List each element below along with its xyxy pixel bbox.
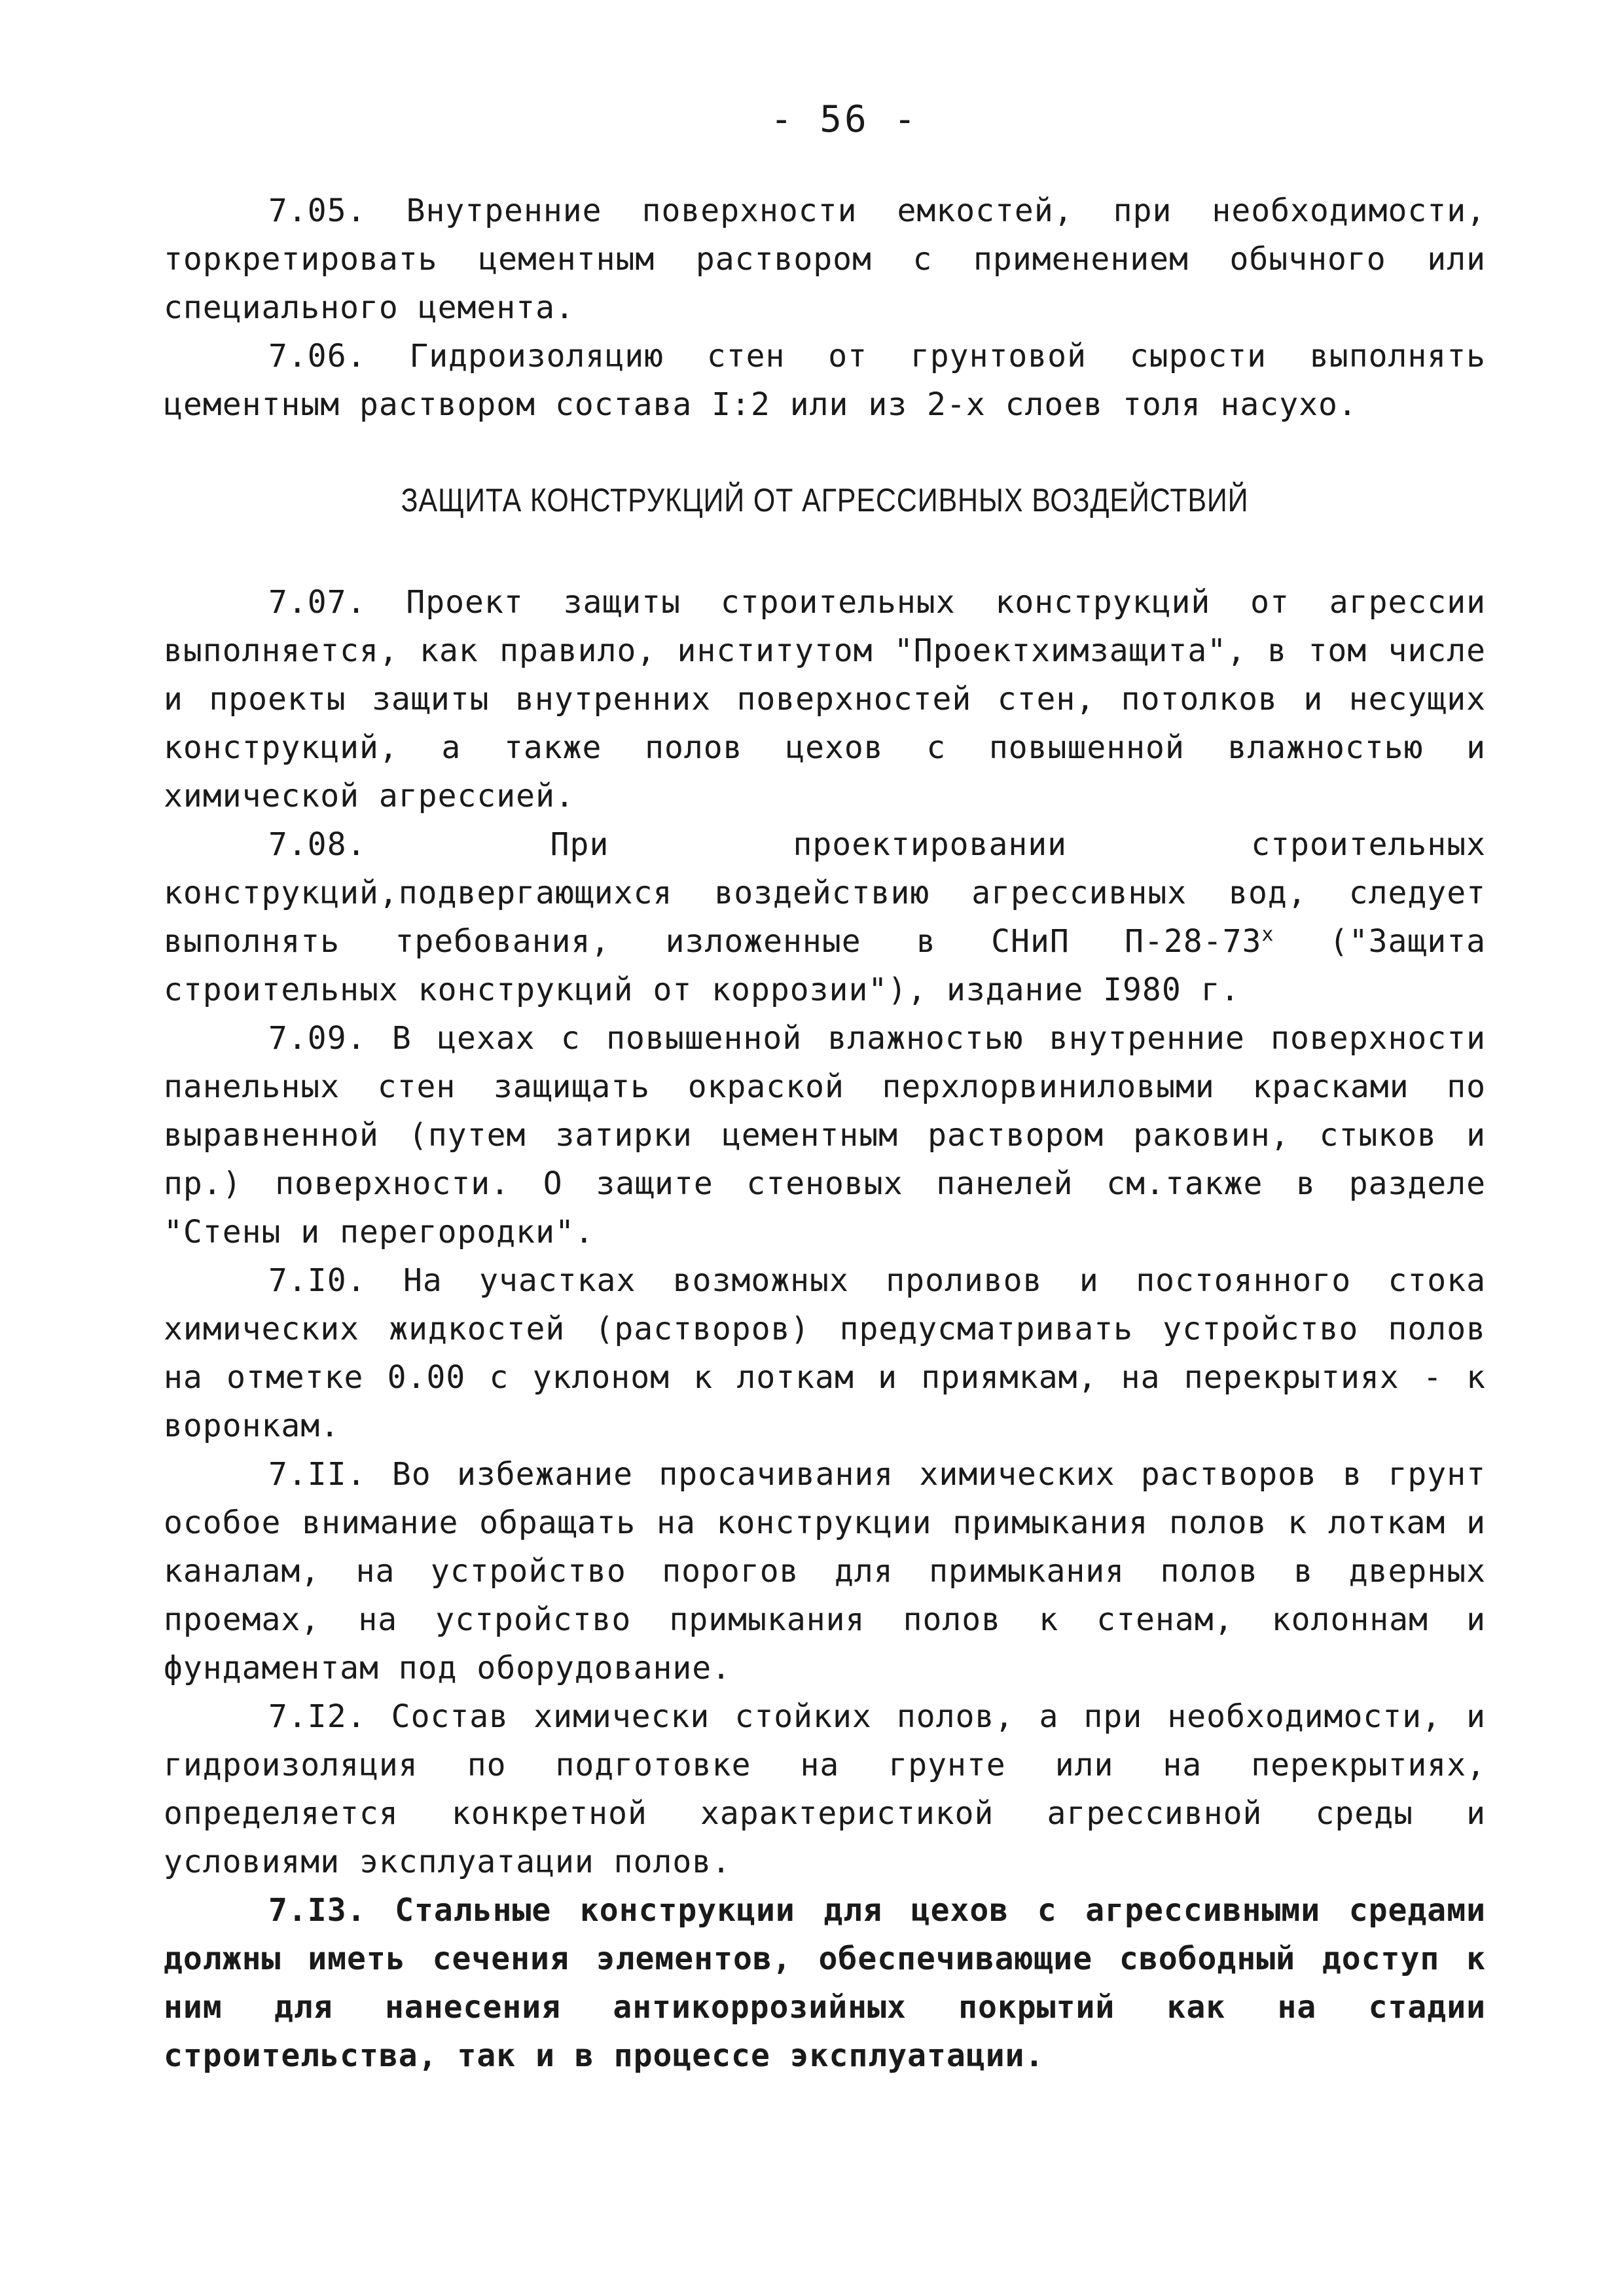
paragraph-7-08 xyxy=(164,820,1486,1014)
paragraph-text: Во избежание просачивания химических растворов в грунт особое внимание обращать на конструкции примыкания полов к лоткам и каналам, на устройство порогов для примыкания полов в дверных проемах, на устройство примыкания полов к стенам, колоннам и фундаментам под оборудование. xyxy=(164,1456,1486,1686)
paragraph-text: На участках возможных проливов и постоянного стока химических жидкостей (растворов) предусматривать устройство полов на отметке 0.00 с уклоном к лоткам и приямкам, на перекрытиях - к воронкам. xyxy=(164,1262,1487,1444)
paragraph-7-12 xyxy=(164,1692,1486,1886)
paragraph-text: Стальные конструкции для цехов с агрессивными средами должны иметь сечения элементов, обеспечивающие свободный доступ к ним для нанесения антикоррозийных покрытий как на стадии строительства, так и в процессе эксплуатации. xyxy=(164,1892,1486,2074)
paragraph-number: 7.07. xyxy=(268,584,367,621)
superscript-mark: х xyxy=(1261,923,1274,946)
paragraph-text: В цехах с повышенной влажностью внутренние поверхности панельных стен защищать окраской перхлорвиниловыми красками по выравненной (путем затирки цементным раствором раковин, стыков и пр.) поверхности. О защите стеновых панелей см.также в разделе "Стены и перегородки". xyxy=(164,1020,1486,1250)
paragraph-7-05 xyxy=(164,187,1486,332)
paragraph-number: 7.08. xyxy=(268,826,367,863)
section-title: ЗАЩИТА КОНСТРУКЦИЙ ОТ АГРЕССИВНЫХ ВОЗДЕЙСТВИЙ xyxy=(401,482,1249,519)
paragraph-7-06 xyxy=(164,332,1486,429)
document-page xyxy=(164,98,1486,2080)
paragraph-text: Внутренние поверхности емкостей, при необходимости, торкретировать цементным раствором с применением обычного или специального цемента. xyxy=(164,192,1486,326)
paragraph-number: 7.I0. xyxy=(268,1262,367,1299)
paragraph-text-continued: ("Защита строительных конструкций от коррозии"), издание I980 г. xyxy=(164,923,1486,1008)
paragraph-number: 7.05. xyxy=(268,192,367,229)
paragraph-number: 7.06. xyxy=(268,338,367,374)
paragraph-text: При проектировании строительных конструкций,подвергающихся воздействию агрессивных вод, следует выполнять требования, изложенные в СНиП П-28-73 xyxy=(164,826,1486,960)
paragraph-number: 7.I2. xyxy=(268,1698,367,1735)
paragraph-text: Проект защиты строительных конструкций от агрессии выполняется, как правило, институтом "Проектхимзащита", в том числе и проекты защиты внутренних поверхностей стен, потолков и несущих конструкций, а также полов цехов с повышенной влажностью и химической агрессией. xyxy=(164,584,1486,814)
page-number: - 56 - xyxy=(770,98,919,141)
paragraph-7-09 xyxy=(164,1014,1486,1256)
paragraph-text: Гидроизоляцию стен от грунтовой сырости выполнять цементным раствором состава I:2 или из 2-х слоев толя насухо. xyxy=(164,338,1486,423)
paragraph-number: 7.II. xyxy=(268,1456,367,1493)
paragraph-text: Состав химически стойких полов, а при необходимости, и гидроизоляция по подготовке на грунте или на перекрытиях, определяется конкретной характеристикой агрессивной среды и условиями эксплуатации полов. xyxy=(164,1698,1487,1880)
paragraph-number: 7.I3. xyxy=(268,1892,367,1929)
paragraph-7-13 xyxy=(164,1886,1486,2080)
paragraph-7-11 xyxy=(164,1450,1486,1692)
paragraph-number: 7.09. xyxy=(268,1020,367,1057)
paragraph-7-10 xyxy=(164,1256,1486,1450)
paragraph-7-07 xyxy=(164,578,1486,820)
